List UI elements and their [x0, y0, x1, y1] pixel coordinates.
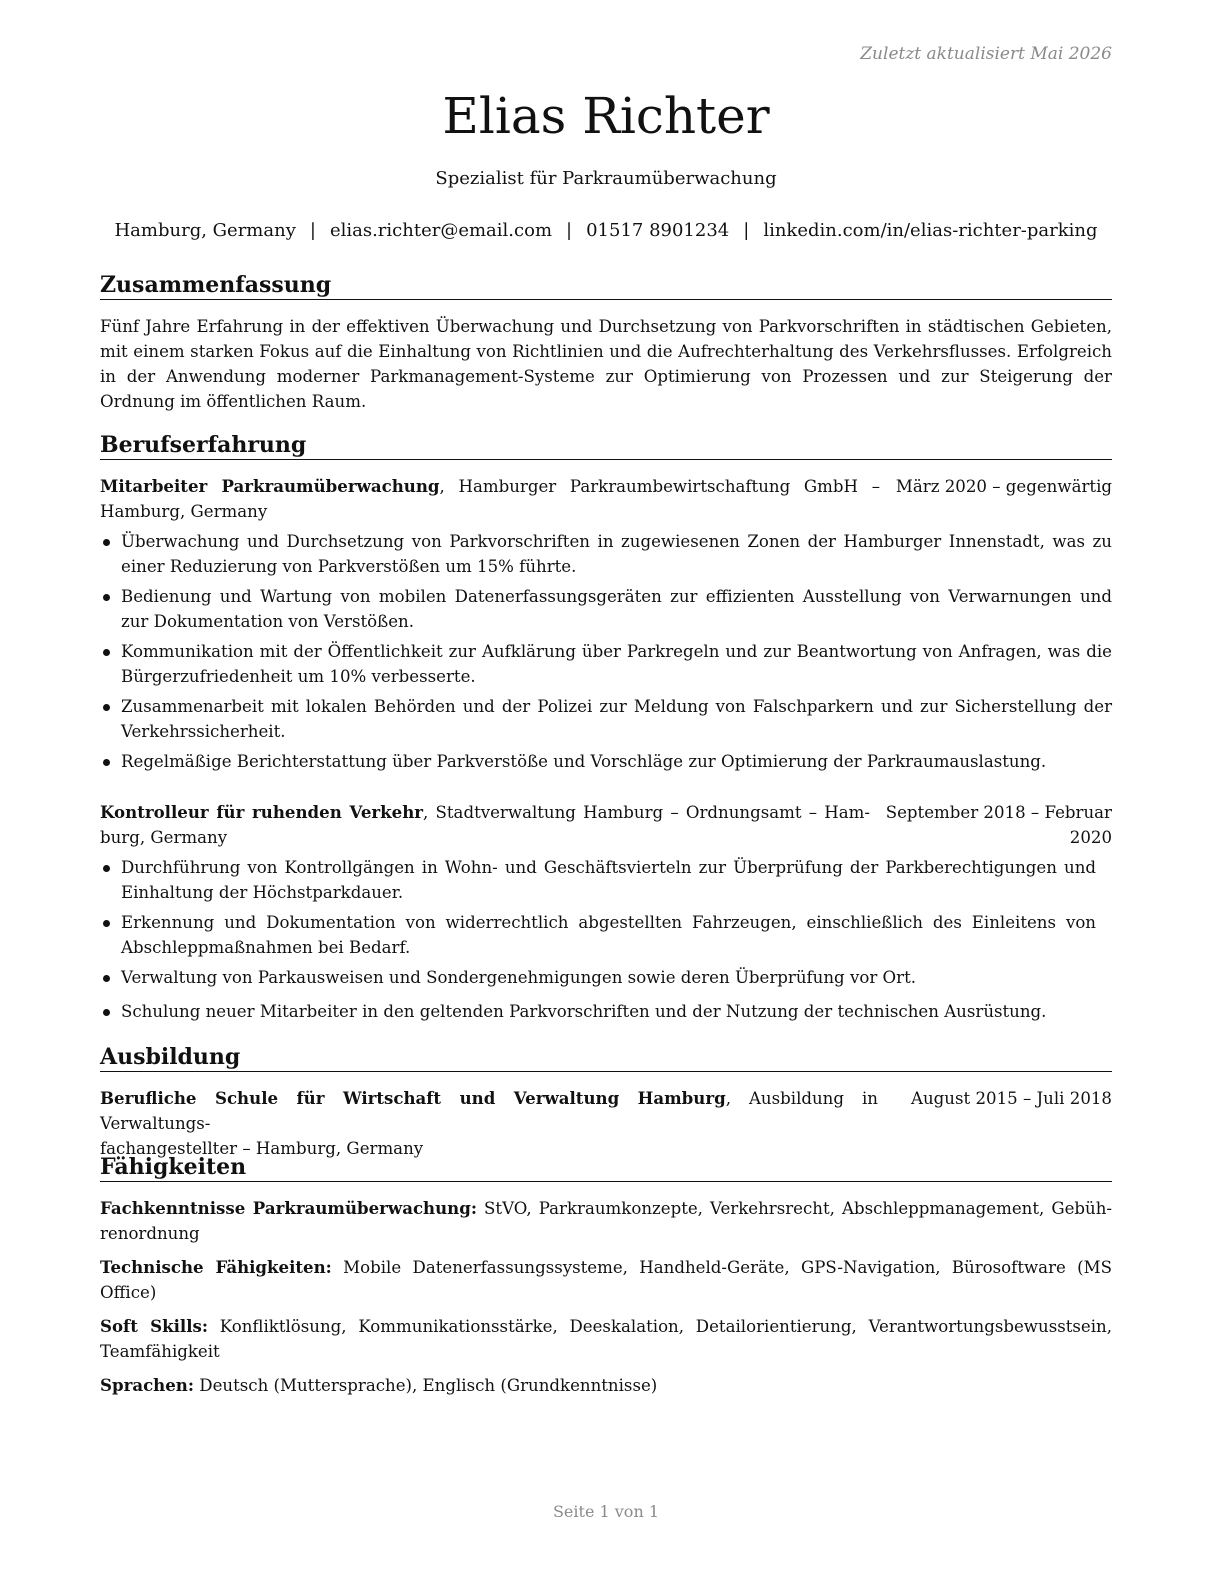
separator: |: [743, 220, 750, 241]
list-item: Regelmäßige Berichterstattung über Parkverstöße und Vorschläge zur Optimierung der Parkraumauslastung.: [100, 749, 1112, 774]
education-entry: [100, 1086, 1112, 1158]
job-dates: März 2020 – gegenwärtig: [895, 477, 1112, 496]
job-employer: Mitarbeiter Parkraumüberwachung, Hamburger Parkraumbewirtschaftung GmbH – Hamburg, Germany: [100, 476, 880, 521]
list-item: Schulung neuer Mitarbeiter in den geltenden Parkvorschriften und der Nutzung der technischen Ausrüstung.: [100, 999, 1096, 1024]
list-item: Durchführung von Kontrollgängen in Wohn- und Geschäftsvierteln zur Überprüfung der Parkberechtigungen und Einhaltung der Höchstparkdauer.: [100, 855, 1096, 905]
bullet-icon: [103, 975, 110, 982]
bullet-icon: [103, 594, 110, 601]
section-title-education: Ausbildung: [100, 1043, 1112, 1072]
skill-group: Fachkenntnisse Parkraumüberwachung: StVO, Parkraumkonzepte, Verkehrsrecht, Abschleppmanagement, Gebüh- renordnung: [100, 1198, 1112, 1243]
summary-line: mit einem starken Fokus auf die Einhaltung von Richtlinien und die Aufrechterhaltung des Verkehrsflusses. Erfolgreich: [100, 342, 1112, 361]
bullet-icon: [103, 1009, 110, 1016]
summary-line: in der Anwendung moderner Parkmanagement-Systeme zur Optimierung von Prozessen und zur Steigerung der: [100, 367, 1112, 386]
bullet-icon: [103, 920, 110, 927]
skill-group: Sprachen: Deutsch (Muttersprache), Englisch (Grundkenntnisse): [100, 1375, 658, 1395]
section-title-summary: Zusammenfassung: [100, 271, 1112, 300]
bullet-icon: [103, 649, 110, 656]
list-item: Kommunikation mit der Öffentlichkeit zur Aufklärung über Parkregeln und zur Beantwortung von Anfragen, was die Bürgerzufriedenheit um 10% verbesserte.: [100, 639, 1112, 689]
contact-phone: 01517 8901234: [586, 220, 730, 241]
job-employer: Kontrolleur für ruhenden Verkehr, Stadtverwaltung Hamburg – Ordnungsamt – Ham- burg, Germany: [100, 802, 870, 847]
list-item: Zusammenarbeit mit lokalen Behörden und der Polizei zur Meldung von Falschparkern und zur Sicherstellung der Verkehrssicherheit.: [100, 694, 1112, 744]
list-item: Verwaltung von Parkausweisen und Sondergenehmigungen sowie deren Überprüfung vor Ort.: [100, 965, 1096, 990]
job-title: Spezialist für Parkraumüberwachung: [435, 168, 777, 189]
job-bullets: [100, 529, 1112, 774]
job-header: [100, 800, 1112, 850]
job-role: Mitarbeiter Parkraumüberwachung: [100, 476, 440, 496]
separator: |: [309, 220, 316, 241]
skill-group: Technische Fähigkeiten: Mobile Datenerfassungssysteme, Handheld-Geräte, GPS-Navigation, Bürosoftware (MS Office): [100, 1257, 1112, 1302]
contact-email[interactable]: elias.richter@email.com: [329, 220, 553, 241]
resume-page: [100, 0, 1112, 1584]
job-dates: September 2018 – Februar 2020: [885, 803, 1112, 847]
candidate-name: Elias Richter: [442, 87, 770, 145]
skill-label: Technische Fähigkeiten:: [100, 1257, 332, 1277]
skill-label: Fachkenntnisse Parkraumüberwachung:: [100, 1198, 477, 1218]
job-bullets: [100, 855, 1096, 1024]
contact-linkedin[interactable]: linkedin.com/in/elias-richter-parking: [763, 220, 1098, 241]
job-header: [100, 474, 1112, 524]
bullet-icon: [103, 865, 110, 872]
list-item: Überwachung und Durchsetzung von Parkvorschriften in zugewiesenen Zonen der Hamburger Innenstadt, was zu einer Reduzierung von Parkverstößen um 15% führte.: [100, 529, 1112, 579]
section-title-skills: Fähigkeiten: [100, 1153, 1112, 1182]
bullet-icon: [103, 759, 110, 766]
skill-group: Soft Skills: Konfliktlösung, Kommunikationsstärke, Deeskalation, Detailorientierung, Verantwortungsbewusstsein, Teamfähigkeit: [100, 1316, 1113, 1361]
page-number: Seite 1 von 1: [552, 1502, 660, 1521]
education-school: Berufliche Schule für Wirtschaft und Verwaltung Hamburg, Ausbildung in Verwaltungs- fachangestellter – Hamburg, Germany: [100, 1088, 878, 1158]
separator: |: [566, 220, 573, 241]
bullet-icon: [103, 704, 110, 711]
skill-label: Soft Skills:: [100, 1316, 208, 1336]
summary-line: Fünf Jahre Erfahrung in der effektiven Überwachung und Durchsetzung von Parkvorschriften in städtischen Gebieten,: [100, 317, 1112, 336]
list-item: Bedienung und Wartung von mobilen Datenerfassungsgeräten zur effizienten Ausstellung von Verwarnungen und zur Dokumentation von Verstößen.: [100, 584, 1112, 634]
last-updated: Zuletzt aktualisiert Mai 2026: [860, 44, 1112, 64]
list-item: Erkennung und Dokumentation von widerrechtlich abgestellten Fahrzeugen, einschließlich des Einleitens von Abschleppmaßnahmen bei Bedarf.: [100, 910, 1096, 960]
summary-line: Ordnung im öffentlichen Raum.: [100, 392, 367, 411]
contact-location: Hamburg, Germany: [114, 220, 296, 241]
section-title-experience: Berufserfahrung: [100, 431, 1112, 460]
summary-text: [100, 314, 1112, 414]
job-role: Kontrolleur für ruhenden Verkehr: [100, 802, 424, 822]
contact-line: [100, 219, 1112, 243]
skill-label: Sprachen:: [100, 1375, 194, 1395]
bullet-icon: [103, 539, 110, 546]
education-dates: August 2015 – Juli 2018: [911, 1089, 1112, 1108]
school-name: Berufliche Schule für Wirtschaft und Verwaltung Hamburg: [100, 1088, 726, 1108]
